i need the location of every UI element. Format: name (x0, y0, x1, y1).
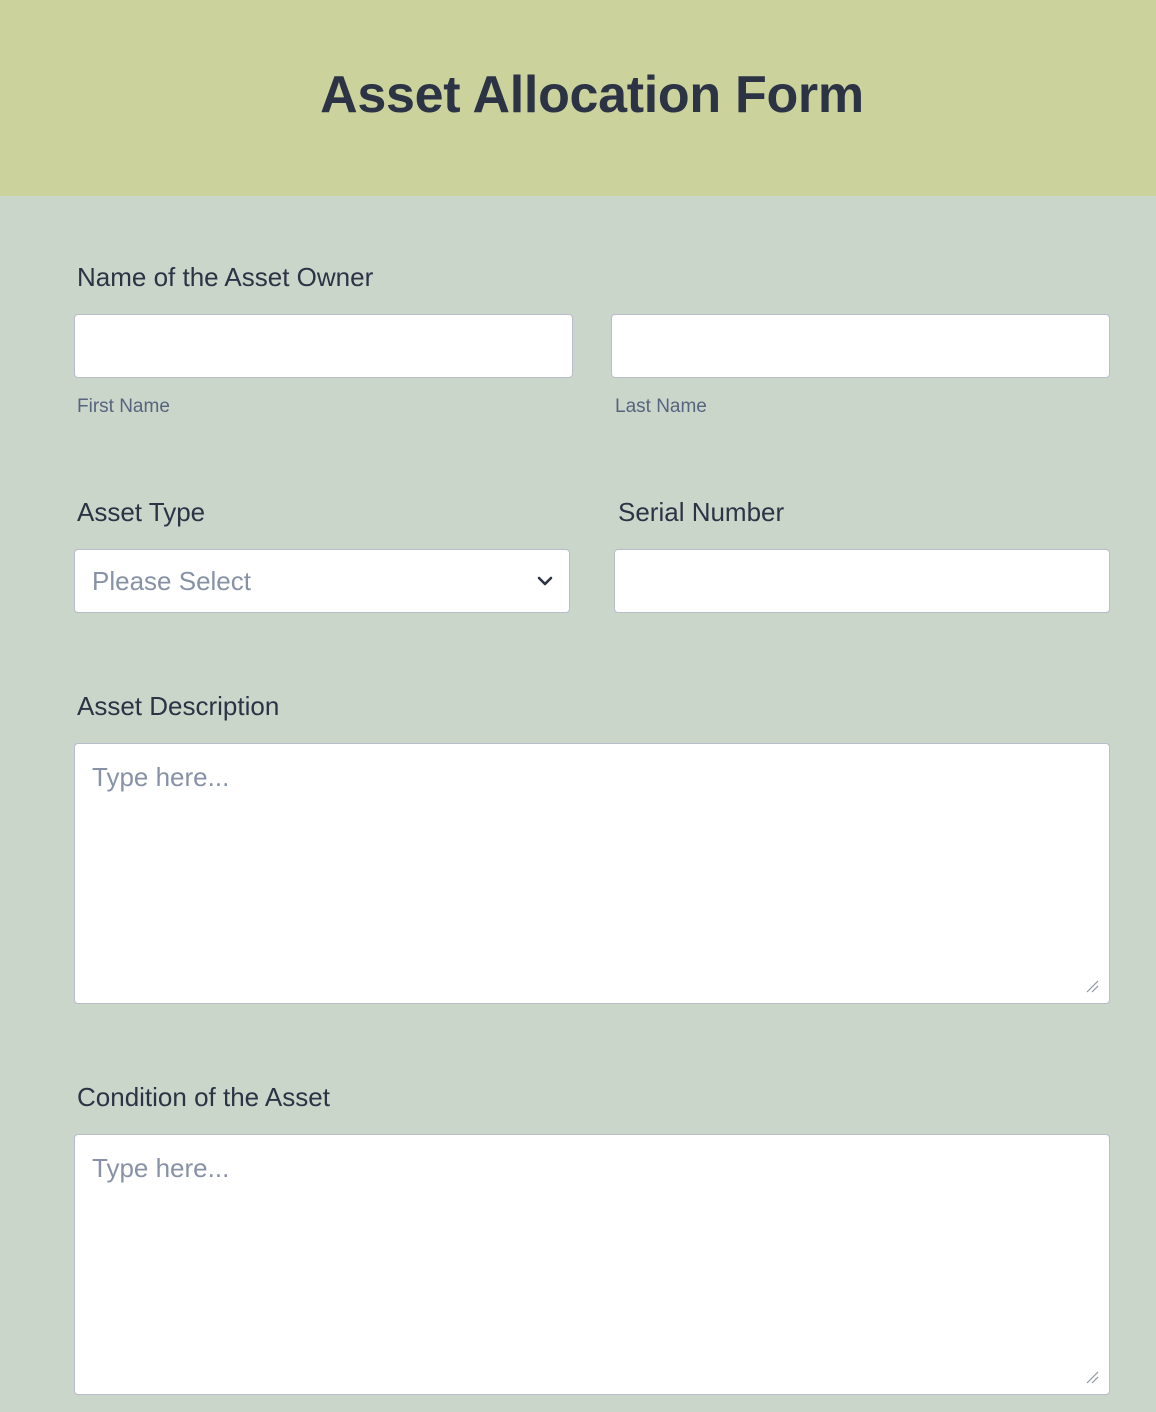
form-title: Asset Allocation Form (320, 66, 864, 124)
first-name-input[interactable] (74, 314, 573, 378)
last-name-input[interactable] (611, 314, 1110, 378)
asset-type-select[interactable] (74, 549, 570, 613)
asset-condition-label: Condition of the Asset (77, 1082, 330, 1112)
resize-grip-icon[interactable] (1085, 1370, 1099, 1384)
asset-condition-placeholder: Type here... (92, 1153, 230, 1183)
serial-number-label: Serial Number (618, 497, 785, 527)
resize-grip-icon[interactable] (1085, 979, 1099, 993)
asset-description-label: Asset Description (77, 691, 280, 721)
asset-condition-textarea[interactable] (74, 1134, 1110, 1395)
form-header (0, 0, 1156, 196)
owner-name-label: Name of the Asset Owner (77, 262, 374, 292)
chevron-down-icon (535, 571, 555, 591)
serial-number-input[interactable] (614, 549, 1110, 613)
last-name-sublabel: Last Name (615, 396, 707, 417)
asset-description-placeholder: Type here... (92, 762, 230, 792)
asset-type-label: Asset Type (77, 497, 206, 527)
first-name-sublabel: First Name (77, 396, 170, 417)
asset-type-selected-value: Please Select (92, 566, 251, 596)
asset-description-textarea[interactable] (74, 743, 1110, 1004)
